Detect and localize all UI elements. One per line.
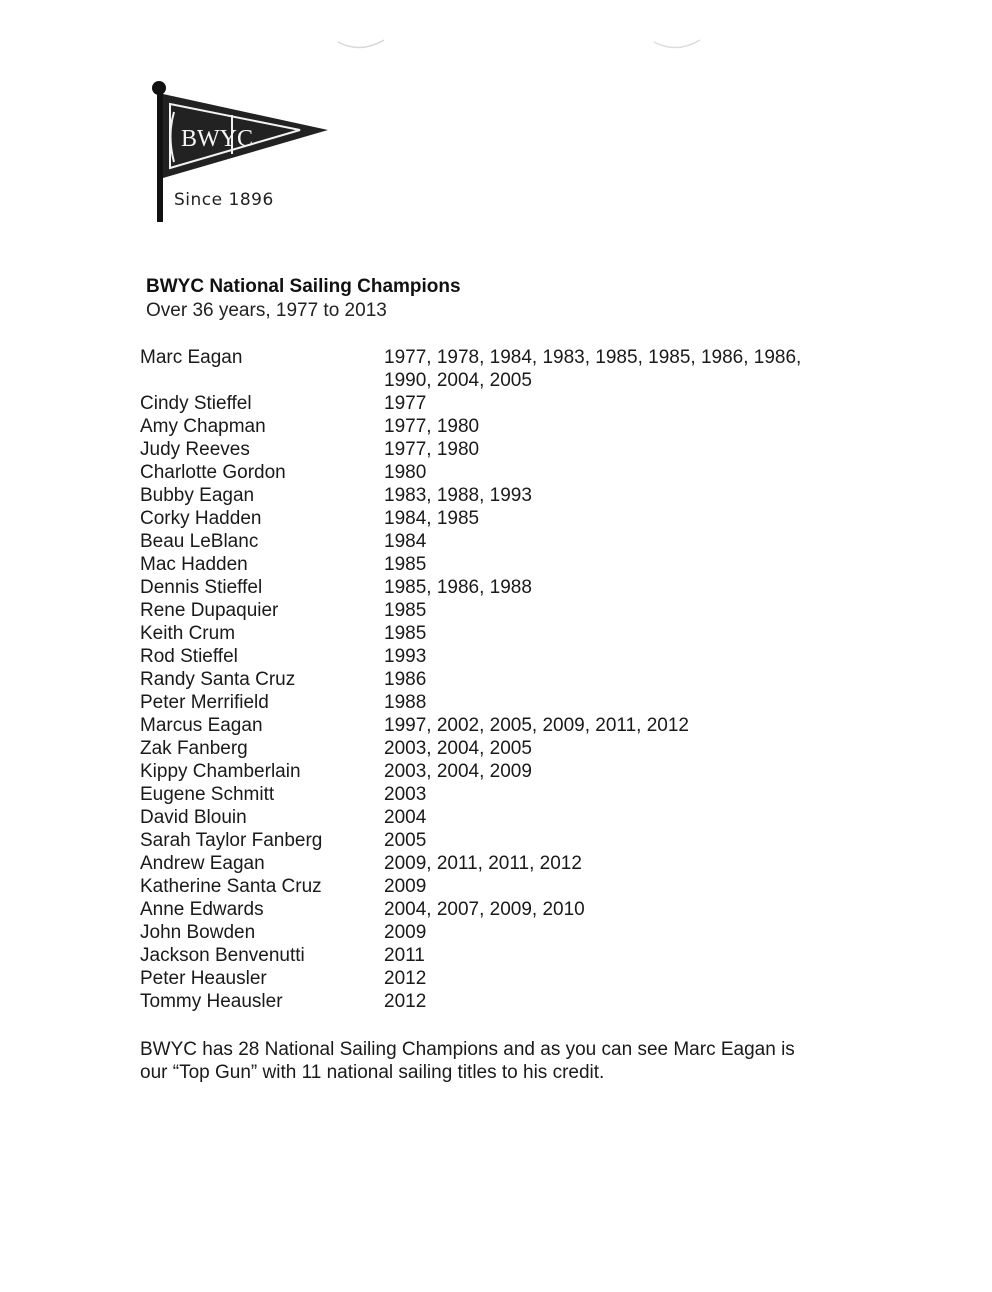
champion-name: John Bowden xyxy=(140,922,256,943)
champion-name: Keith Crum xyxy=(140,623,236,644)
champion-years: 1980 xyxy=(384,462,427,483)
champion-years: 1977, 1980 xyxy=(384,416,480,437)
champion-name: Zak Fanberg xyxy=(140,738,248,759)
list-item xyxy=(140,990,860,1013)
list-item xyxy=(140,622,860,645)
page-title: BWYC National Sailing Champions xyxy=(146,276,461,297)
champion-name: Jackson Benvenutti xyxy=(140,945,305,966)
champion-years: 2004, 2007, 2009, 2010 xyxy=(384,899,585,920)
list-item xyxy=(140,760,860,783)
closing-line: BWYC has 28 National Sailing Champions and as you can see Marc Eagan is xyxy=(140,1039,795,1060)
champion-name: Marcus Eagan xyxy=(140,715,263,736)
closing-line: our “Top Gun” with 11 national sailing titles to his credit. xyxy=(140,1062,605,1083)
champion-name: Randy Santa Cruz xyxy=(140,669,296,690)
champion-years: 1984 xyxy=(384,531,427,552)
champion-years: 1983, 1988, 1993 xyxy=(384,485,532,506)
champion-name: Peter Merrifield xyxy=(140,692,269,713)
champion-years: 1984, 1985 xyxy=(384,508,480,529)
champion-name: Tommy Heausler xyxy=(140,991,283,1012)
list-item xyxy=(140,921,860,944)
champion-name: Anne Edwards xyxy=(140,899,264,920)
list-item xyxy=(140,944,860,967)
list-item xyxy=(140,737,860,760)
list-item xyxy=(140,967,860,990)
list-item xyxy=(140,645,860,668)
champion-years: 1985 xyxy=(384,600,427,621)
list-item xyxy=(140,415,860,438)
list-item xyxy=(140,668,860,691)
list-item xyxy=(140,461,860,484)
champion-name: Corky Hadden xyxy=(140,508,262,529)
champion-name: Peter Heausler xyxy=(140,968,267,989)
champion-years: 1977, 1978, 1984, 1983, 1985, 1985, 1986, 1986, xyxy=(384,347,802,368)
champion-years: 2011 xyxy=(384,945,425,966)
champion-name: Mac Hadden xyxy=(140,554,248,575)
champion-years: 2009 xyxy=(384,876,427,897)
champion-name: Charlotte Gordon xyxy=(140,462,286,483)
list-item xyxy=(140,852,860,875)
champion-name: Eugene Schmitt xyxy=(140,784,275,805)
champion-name: Marc Eagan xyxy=(140,347,243,368)
champion-years: 2009, 2011, 2011, 2012 xyxy=(384,853,582,874)
list-item xyxy=(140,507,860,530)
closing-paragraph xyxy=(140,1038,860,1084)
champion-years: 2009 xyxy=(384,922,427,943)
list-item xyxy=(140,346,860,369)
list-item xyxy=(140,392,860,415)
list-item xyxy=(140,875,860,898)
champion-name: Judy Reeves xyxy=(140,439,250,460)
scan-artifact xyxy=(336,38,386,52)
list-item xyxy=(140,438,860,461)
champion-name: Rene Dupaquier xyxy=(140,600,279,621)
list-item xyxy=(140,806,860,829)
champion-years: 1990, 2004, 2005 xyxy=(384,370,532,391)
champion-years: 2003, 2004, 2005 xyxy=(384,738,532,759)
champion-name: David Blouin xyxy=(140,807,247,828)
since-label: Since 1896 xyxy=(174,190,274,210)
list-item xyxy=(140,829,860,852)
champion-name: Beau LeBlanc xyxy=(140,531,259,552)
list-item xyxy=(140,576,860,599)
list-item xyxy=(140,530,860,553)
champion-years: 2012 xyxy=(384,991,427,1012)
champion-years: 1985 xyxy=(384,554,427,575)
champion-years: 1986 xyxy=(384,669,427,690)
champion-name: Sarah Taylor Fanberg xyxy=(140,830,323,851)
champion-years: 1977 xyxy=(384,393,427,414)
list-item xyxy=(140,484,860,507)
champion-name: Cindy Stieffel xyxy=(140,393,252,414)
list-item xyxy=(140,691,860,714)
list-item xyxy=(140,898,860,921)
champion-name: Dennis Stieffel xyxy=(140,577,263,598)
champion-years: 1988 xyxy=(384,692,427,713)
page-subtitle: Over 36 years, 1977 to 2013 xyxy=(146,300,387,321)
list-item xyxy=(140,369,860,392)
champion-years: 1997, 2002, 2005, 2009, 2011, 2012 xyxy=(384,715,689,736)
list-item xyxy=(140,599,860,622)
champion-years: 1985, 1986, 1988 xyxy=(384,577,532,598)
champion-years: 1977, 1980 xyxy=(384,439,480,460)
champion-name: Andrew Eagan xyxy=(140,853,265,874)
champion-years: 1985 xyxy=(384,623,427,644)
list-item xyxy=(140,783,860,806)
champions-list xyxy=(140,346,860,1013)
champion-years: 2003, 2004, 2009 xyxy=(384,761,532,782)
champion-years: 2003 xyxy=(384,784,427,805)
champion-years: 2004 xyxy=(384,807,427,828)
champion-name: Amy Chapman xyxy=(140,416,266,437)
champion-name xyxy=(140,369,384,392)
champion-name: Rod Stieffel xyxy=(140,646,238,667)
list-item xyxy=(140,553,860,576)
champion-name: Kippy Chamberlain xyxy=(140,761,301,782)
pennant-text: BWYC xyxy=(181,126,253,152)
champion-name: Katherine Santa Cruz xyxy=(140,876,322,897)
champion-years: 1993 xyxy=(384,646,427,667)
champion-years: 2012 xyxy=(384,968,427,989)
champion-name: Bubby Eagan xyxy=(140,485,255,506)
scan-artifact xyxy=(652,38,702,52)
champion-years: 2005 xyxy=(384,830,427,851)
list-item xyxy=(140,714,860,737)
